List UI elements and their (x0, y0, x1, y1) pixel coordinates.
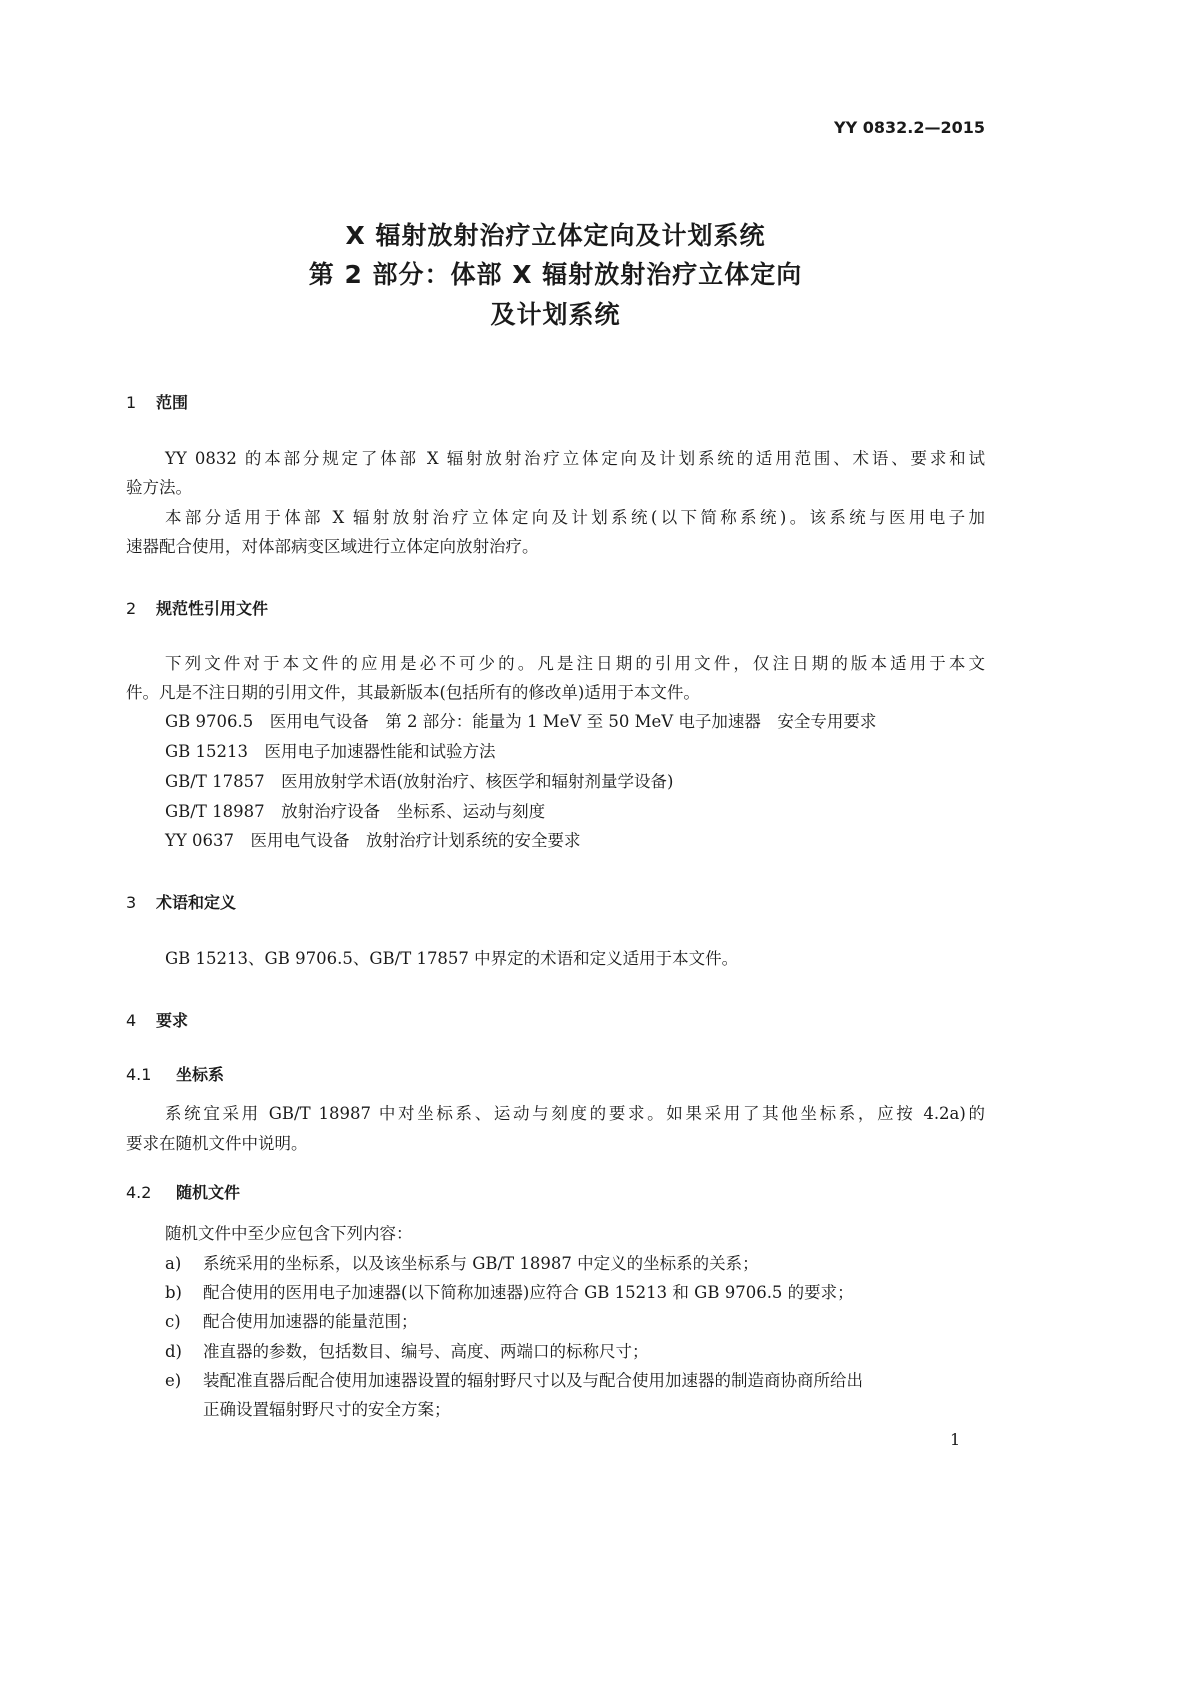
paragraph: 速器配合使用，对体部病变区域进行立体定向放射治疗。 (126, 537, 539, 556)
paragraph: YY 0832 的本部分规定了体部 X 辐射放射治疗立体定向及计划系统的适用范围、术语、要求和试 (165, 449, 985, 468)
list-item: b) 配合使用的医用电子加速器(以下简称加速器)应符合 GB 15213 和 GB 9706.5 的要求； (165, 1283, 854, 1302)
paragraph: 本部分适用于体部 X 辐射放射治疗立体定向及计划系统(以下简称系统)。该系统与医用电子加 (165, 508, 985, 527)
paragraph: 件。凡是不注日期的引用文件，其最新版本(包括所有的修改单)适用于本文件。 (126, 683, 700, 702)
list-item: e) 装配准直器后配合使用加速器设置的辐射野尺寸以及与配合使用加速器的制造商协商所给出 (165, 1371, 863, 1390)
section-3-heading: 3 术语和定义 (126, 893, 237, 912)
section-1-heading: 1 范围 (126, 393, 189, 412)
paragraph: 随机文件中至少应包含下列内容： (165, 1224, 413, 1243)
section-4-2-heading: 4.2 随机文件 (126, 1183, 241, 1202)
paragraph: 要求在随机文件中说明。 (126, 1134, 308, 1153)
paragraph: 下列文件对于本文件的应用是必不可少的。凡是注日期的引用文件，仅注日期的版本适用于本文 (165, 654, 985, 673)
list-item-continuation: 正确设置辐射野尺寸的安全方案； (203, 1400, 451, 1419)
section-2-heading: 2 规范性引用文件 (126, 599, 269, 618)
list-item: a) 系统采用的坐标系，以及该坐标系与 GB/T 18987 中定义的坐标系的关系； (165, 1254, 759, 1273)
paragraph: GB 15213、GB 9706.5、GB/T 17857 中界定的术语和定义适用于本文件。 (165, 949, 739, 968)
paragraph: 系统宜采用 GB/T 18987 中对坐标系、运动与刻度的要求。如果采用了其他坐标系，应按 4.2a)的 (165, 1104, 985, 1123)
title-line-2: 第 2 部分：体部 X 辐射放射治疗立体定向 (308, 260, 803, 289)
list-item: c) 配合使用加速器的能量范围； (165, 1312, 418, 1331)
title-line-3: 及计划系统 (490, 300, 621, 329)
list-item: d) 准直器的参数，包括数目、编号、高度、两端口的标称尺寸； (165, 1342, 649, 1361)
reference-item: YY 0637 医用电气设备 放射治疗计划系统的安全要求 (165, 831, 581, 850)
title-line-1: X 辐射放射治疗立体定向及计划系统 (345, 221, 766, 250)
standard-number: YY 0832.2—2015 (833, 118, 985, 137)
section-4-heading: 4 要求 (126, 1011, 189, 1030)
reference-item: GB 9706.5 医用电气设备 第 2 部分：能量为 1 MeV 至 50 MeV 电子加速器 安全专用要求 (165, 712, 877, 731)
section-4-1-heading: 4.1 坐标系 (126, 1065, 225, 1084)
reference-item: GB 15213 医用电子加速器性能和试验方法 (165, 742, 496, 761)
reference-item: GB/T 18987 放射治疗设备 坐标系、运动与刻度 (165, 802, 546, 821)
page-number: 1 (950, 1430, 961, 1449)
paragraph: 验方法。 (126, 478, 192, 497)
reference-item: GB/T 17857 医用放射学术语(放射治疗、核医学和辐射剂量学设备) (165, 772, 674, 791)
